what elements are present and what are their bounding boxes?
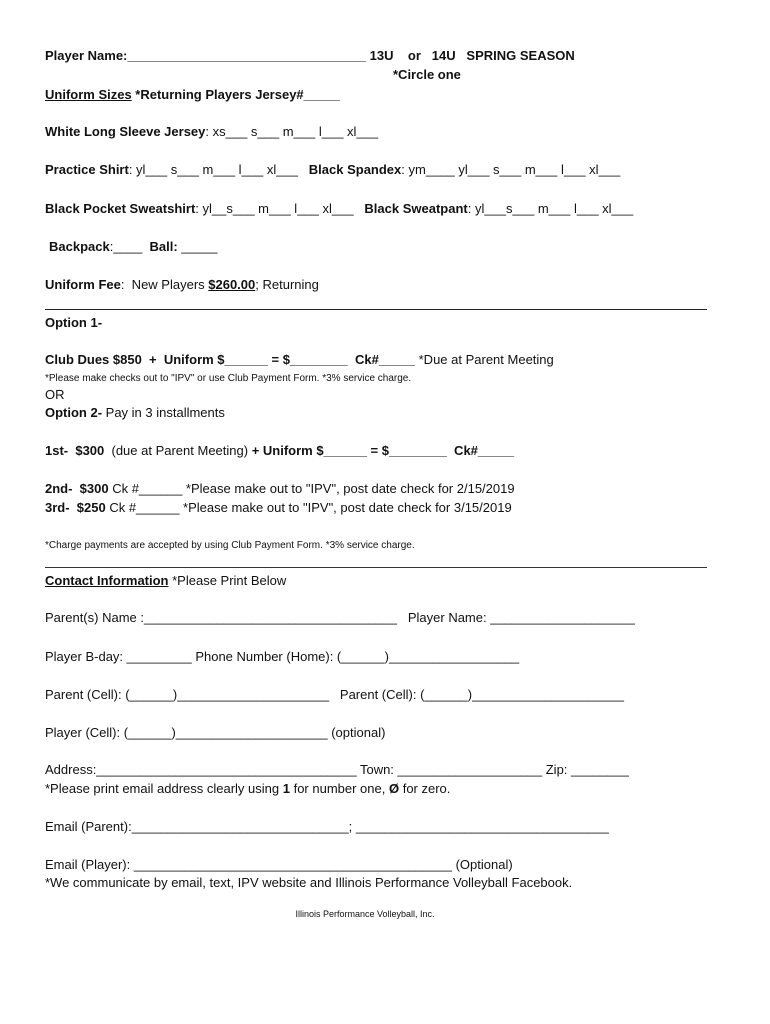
- email-note-zero: Ø: [388, 781, 400, 796]
- practice-shirt-sizes[interactable]: : yl___ s___ m___ l___ xl___: [128, 162, 309, 177]
- contact-heading-line: [45, 573, 286, 589]
- second-installment-amount: 2nd- $300: [45, 481, 109, 496]
- player-name-line: [45, 48, 575, 64]
- charge-note: *Charge payments are accepted by using Club Payment Form. *3% service charge.: [45, 540, 415, 551]
- address-line[interactable]: Address:____________________________________ Town: ____________________ Zip: ________: [45, 762, 629, 777]
- sweatpant-sizes[interactable]: : yl___s___ m___ l___ xl___: [467, 201, 634, 216]
- email-note-one: 1: [282, 781, 290, 796]
- uniform-fee-amount: $260.00: [208, 277, 256, 292]
- check-note: *Please make checks out to "IPV" or use Club Payment Form. *3% service charge.: [45, 373, 412, 384]
- club-dues-line: [45, 352, 554, 368]
- communication-note: *We communicate by email, text, IPV website and Illinois Performance Volleyball Facebook.: [45, 875, 573, 890]
- email-player-line[interactable]: Email (Player): ____________________________________________ (Optional): [45, 857, 513, 872]
- email-note-part3: for zero.: [399, 781, 451, 796]
- option1-title: Option 1-: [45, 315, 103, 330]
- jersey-line: [45, 124, 378, 140]
- option2-line: [45, 405, 225, 421]
- sweatpant-label: Black Sweatpant: [364, 201, 468, 216]
- first-installment-amount: 1st- $300: [45, 443, 105, 458]
- option2-description: Pay in 3 installments: [102, 405, 225, 420]
- ball-label: Ball:: [149, 239, 178, 254]
- returning-jersey-field[interactable]: *Returning Players Jersey#_____: [131, 87, 340, 102]
- email-parent-line[interactable]: Email (Parent):______________________________; ___________________________________: [45, 819, 609, 834]
- club-dues-fields[interactable]: Club Dues $850 + Uniform $______ = $________ Ck#_____: [45, 352, 416, 367]
- section-divider: [45, 309, 707, 310]
- second-installment-fields[interactable]: Ck #______ *Please make out to "IPV", post date check for 2/15/2019: [108, 481, 515, 496]
- or-text: OR: [45, 387, 65, 402]
- email-note-part1: *Please print email address clearly using: [45, 781, 283, 796]
- player-cell-line[interactable]: Player (Cell): (______)_____________________ (optional): [45, 725, 386, 740]
- club-dues-note: *Due at Parent Meeting: [415, 352, 554, 367]
- option2-title: Option 2-: [45, 405, 103, 420]
- ball-blank[interactable]: _____: [177, 239, 218, 254]
- third-installment-amount: 3rd- $250: [45, 500, 106, 515]
- sweatshirt-label: Black Pocket Sweatshirt: [45, 201, 196, 216]
- practice-line: [45, 162, 620, 178]
- first-installment-fields[interactable]: + Uniform $______ = $________ Ck#_____: [251, 443, 515, 458]
- uniform-fee-text: : New Players: [120, 277, 209, 292]
- first-installment-line: [45, 443, 514, 459]
- jersey-sizes[interactable]: : xs___ s___ m___ l___ xl___: [205, 124, 379, 139]
- backpack-blank[interactable]: :____: [109, 239, 150, 254]
- contact-divider: [45, 567, 707, 568]
- email-instruction: [45, 781, 450, 797]
- practice-shirt-label: Practice Shirt: [45, 162, 129, 177]
- footer-org-name: Illinois Performance Volleyball, Inc.: [295, 909, 435, 919]
- sweats-line: [45, 201, 633, 217]
- third-installment-line: [45, 500, 512, 516]
- uniform-fee-returning: ; Returning: [255, 277, 319, 292]
- email-note-part2: for number one,: [289, 781, 389, 796]
- second-installment-line: [45, 481, 515, 497]
- season-text: 13U or 14U SPRING SEASON: [369, 48, 575, 63]
- uniform-sizes-line: [45, 87, 340, 103]
- player-name-label: Player Name:: [45, 48, 128, 63]
- player-name-blank[interactable]: _________________________________: [127, 48, 366, 63]
- parents-name-line[interactable]: Parent(s) Name :___________________________________ Player Name: ____________________: [45, 610, 635, 625]
- parent-cell-line[interactable]: Parent (Cell): (______)_____________________ Parent (Cell): (______)_____________________: [45, 687, 624, 702]
- spandex-label: Black Spandex: [308, 162, 402, 177]
- third-installment-fields[interactable]: Ck #______ *Please make out to "IPV", post date check for 3/15/2019: [105, 500, 512, 515]
- backpack-line: [49, 239, 217, 255]
- uniform-sizes-heading: Uniform Sizes: [45, 87, 132, 102]
- contact-heading-note: *Please Print Below: [168, 573, 287, 588]
- sweatshirt-sizes[interactable]: : yl__s___ m___ l___ xl___: [195, 201, 365, 216]
- circle-one-note: *Circle one: [393, 67, 461, 82]
- jersey-label: White Long Sleeve Jersey: [45, 124, 206, 139]
- backpack-label: Backpack: [49, 239, 110, 254]
- uniform-fee-line: [45, 277, 319, 293]
- spandex-sizes[interactable]: : ym____ yl___ s___ m___ l___ xl___: [401, 162, 621, 177]
- first-installment-note: (due at Parent Meeting): [104, 443, 252, 458]
- uniform-fee-label: Uniform Fee: [45, 277, 121, 292]
- contact-heading: Contact Information: [45, 573, 169, 588]
- birthday-phone-line[interactable]: Player B-day: _________ Phone Number (Home): (______)__________________: [45, 649, 520, 664]
